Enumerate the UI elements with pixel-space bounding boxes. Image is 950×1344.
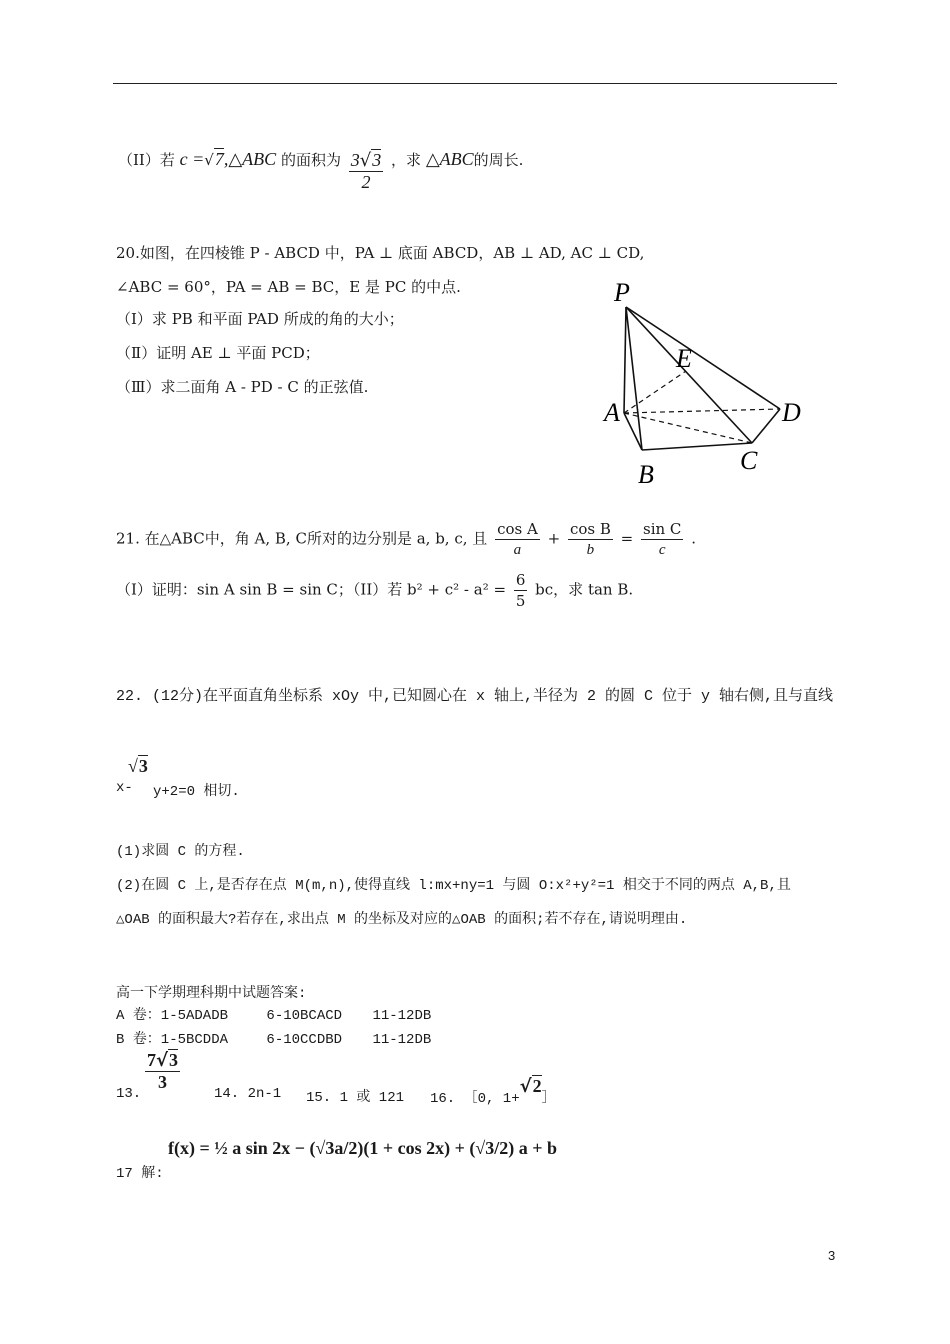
a16-prefix: 16. ［0, 1+ bbox=[430, 1091, 520, 1107]
frac65-den: 5 bbox=[515, 592, 526, 610]
row-a-3: 11-12DB bbox=[372, 1008, 432, 1024]
q21-line2 bbox=[116, 570, 633, 611]
edge-PC bbox=[626, 307, 752, 443]
frac1-num: cos A bbox=[497, 520, 538, 538]
row-b-1: B 卷：1-5BCDDA bbox=[116, 1032, 229, 1048]
a13-rad: 3 bbox=[169, 1050, 179, 1070]
a13-den: 3 bbox=[158, 1072, 167, 1092]
a16-rad: 2 bbox=[532, 1076, 542, 1096]
row-a-2: 6-10BCACD bbox=[266, 1008, 343, 1024]
frac3-num: sin C bbox=[643, 520, 682, 538]
answer-16 bbox=[430, 1076, 556, 1107]
edge-PA bbox=[624, 307, 626, 413]
sqrt-icon: √ bbox=[128, 756, 138, 776]
answer-13-frac bbox=[142, 1050, 183, 1092]
row-a-1: A 卷：1-5ADADB bbox=[116, 1008, 229, 1024]
edge-AC-hidden bbox=[624, 413, 752, 443]
answers-row-a bbox=[116, 1004, 431, 1024]
q22-part2: (2)在圆 C 上,是否存在点 M(m,n),使得直线 l:mx+ny=1 与圆 O:x²+y²=1 相交于不同的两点 A,B,且 bbox=[116, 878, 791, 894]
q21-frac-65 bbox=[514, 570, 528, 611]
q21-eq: = bbox=[620, 529, 634, 548]
answer-17-formula: f(x) = ½ a sin 2x − (√3a/2)(1 + cos 2x) + (√3/2) a + b bbox=[168, 1138, 558, 1158]
a13-coef: 7 bbox=[147, 1050, 156, 1070]
answers-row-b bbox=[116, 1028, 431, 1048]
label-E: E bbox=[676, 344, 692, 373]
q19-ask: ，求 bbox=[391, 151, 422, 169]
frac2-den: b bbox=[586, 542, 595, 558]
edge-PB bbox=[626, 307, 642, 450]
q22-line2b: y+2=0 相切. bbox=[153, 784, 240, 800]
q22-part3: △OAB 的面积最大?若存在,求出点 M 的坐标及对应的△OAB 的面积;若不存在,请说明理由. bbox=[116, 912, 688, 928]
row-b-2: 6-10CCDBD bbox=[266, 1032, 343, 1048]
answers-title: 高一下学期理科期中试题答案: bbox=[116, 986, 307, 1002]
edge-AD-hidden bbox=[624, 409, 780, 413]
q21-line1 bbox=[116, 519, 696, 560]
a16-suffix: ］ bbox=[541, 1091, 556, 1107]
answer-17-label: 17 解: bbox=[116, 1166, 164, 1182]
q22-sqrt3 bbox=[128, 756, 148, 777]
q22-line1: 22. (12分)在平面直角坐标系 xOy 中,已知圆心在 x 轴上,半径为 2 的圆 C 位于 y 轴右侧,且与直线 bbox=[116, 688, 834, 705]
q21-end: . bbox=[691, 529, 696, 548]
q22-sqrt3-val: 3 bbox=[138, 756, 148, 776]
frac2-num: cos B bbox=[569, 520, 611, 538]
pyramid-figure bbox=[590, 275, 820, 495]
q19-area-text: 的面积为 bbox=[280, 151, 341, 169]
q21-intro: 21. 在△ABC中，角 A, B, C所对的边分别是 a, b, c, 且 bbox=[116, 529, 488, 548]
frac1-den: a bbox=[513, 542, 522, 558]
answer-13-label: 13. bbox=[116, 1086, 142, 1102]
edge-PD bbox=[626, 307, 780, 409]
q22-line2a: x- bbox=[116, 780, 133, 796]
q20-part3: （Ⅲ）求二面角 A - PD - C 的正弦值. bbox=[116, 378, 369, 396]
q22-part1: (1)求圆 C 的方程. bbox=[116, 844, 245, 860]
label-C: C bbox=[740, 446, 758, 475]
q21-frac3 bbox=[641, 519, 683, 560]
q21-part1: （I）证明：sin A sin B = sin C；（II）若 b² + c² - a² = bbox=[116, 580, 507, 599]
q19-sqrt-val: 7 bbox=[214, 149, 224, 169]
pyramid-diagram bbox=[590, 275, 820, 495]
q19-tri: ,△ABC bbox=[223, 149, 277, 169]
answer-15: 15. 1 或 121 bbox=[306, 1090, 405, 1106]
sqrt-icon: √ bbox=[519, 1076, 532, 1097]
edge-CD bbox=[752, 409, 780, 443]
edge-BC bbox=[642, 443, 752, 450]
frac-num-coef: 3 bbox=[350, 150, 360, 170]
sqrt-icon: √ bbox=[359, 150, 372, 171]
frac-den: 2 bbox=[361, 172, 371, 192]
q21-frac1 bbox=[495, 519, 540, 560]
q21-part2: bc，求 tan B. bbox=[535, 580, 634, 599]
q20-part1: （Ⅰ）求 PB 和平面 PAD 所成的角的大小； bbox=[116, 310, 404, 328]
sqrt-icon: √ bbox=[204, 151, 214, 169]
q20-line1: 20.如图，在四棱锥 P - ABCD 中，PA ⊥ 底面 ABCD，AB ⊥ AD, AC ⊥ CD, bbox=[116, 244, 645, 262]
q19-label: （II）若 bbox=[118, 151, 175, 169]
label-P: P bbox=[614, 278, 630, 307]
q19-part2 bbox=[118, 140, 524, 192]
q21-plus: + bbox=[547, 529, 561, 548]
label-D: D bbox=[782, 398, 801, 427]
q20-part2: （Ⅱ）证明 AE ⊥ 平面 PCD； bbox=[116, 344, 320, 362]
q20-line2: ∠ABC = 60°，PA = AB = BC，E 是 PC 的中点. bbox=[116, 278, 461, 296]
frac65-num: 6 bbox=[515, 571, 526, 589]
q19-tri2: △ABC bbox=[425, 149, 474, 169]
row-b-3: 11-12DB bbox=[372, 1032, 432, 1048]
answer-14: 14. 2n-1 bbox=[214, 1086, 282, 1102]
q19-tail: 的周长. bbox=[473, 151, 524, 169]
page-number: 3 bbox=[828, 1248, 836, 1263]
frac-num-rad: 3 bbox=[372, 150, 382, 170]
q21-frac2 bbox=[568, 519, 613, 560]
q19-cond: c = bbox=[179, 149, 205, 169]
header-rule bbox=[113, 83, 837, 84]
label-A: A bbox=[604, 398, 620, 427]
frac3-den: c bbox=[658, 542, 666, 558]
q19-area-frac bbox=[349, 150, 383, 192]
sqrt-icon: √ bbox=[156, 1050, 169, 1071]
label-B: B bbox=[638, 460, 654, 489]
